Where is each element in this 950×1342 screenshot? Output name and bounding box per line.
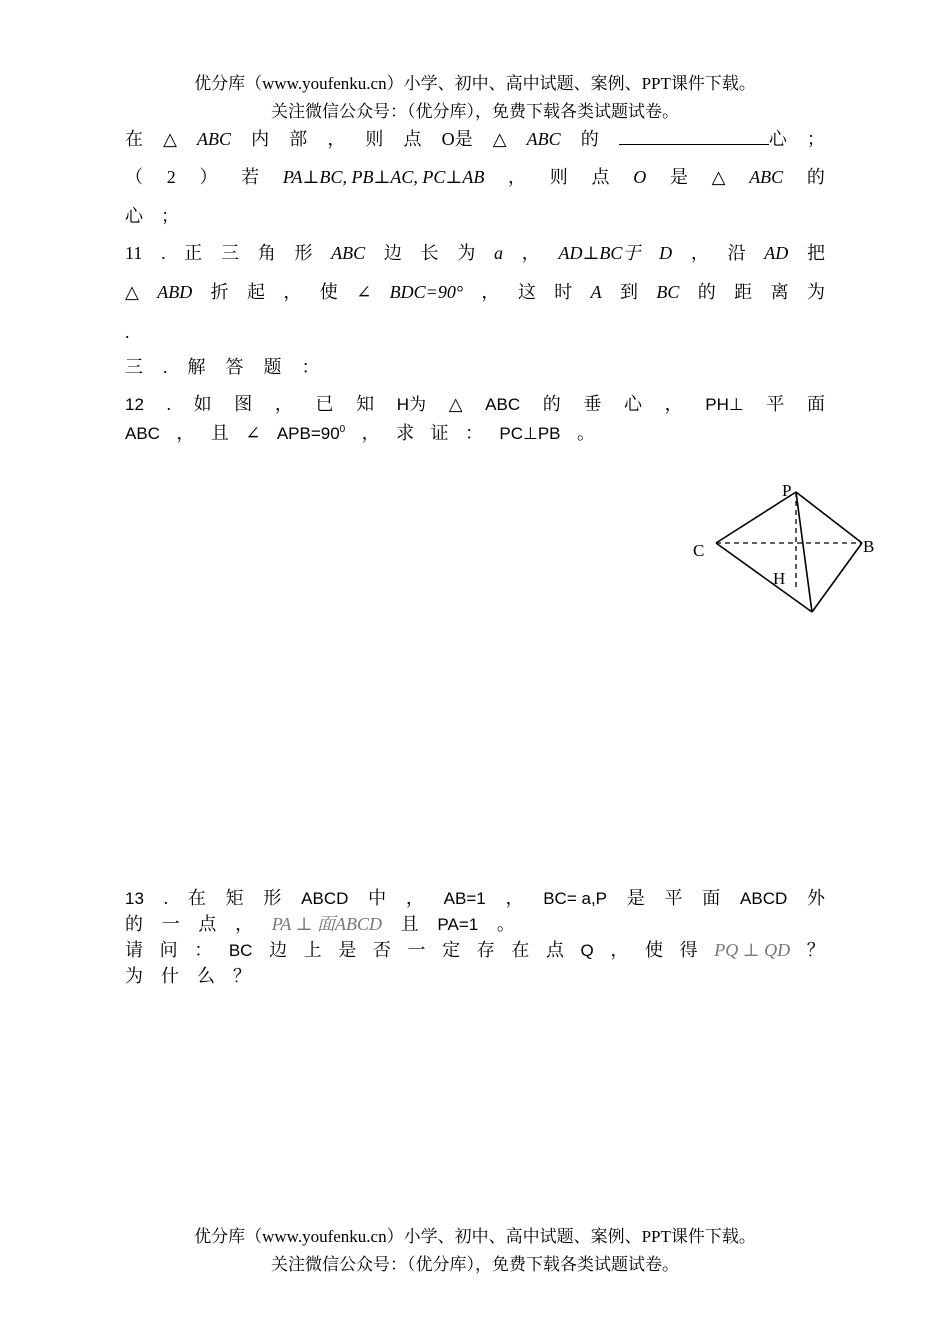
answer-blank[interactable]	[619, 126, 769, 145]
header-line-2: 关注微信公众号：（优分库），免费下载各类试题试卷。	[271, 102, 679, 121]
q13-line-4: 为 什 么 ？	[125, 966, 251, 986]
q13-line-3: 请 问 ： BC 边 上 是 否 一 定 存 在 点 Q ， 使 得 PQ ⊥ QD ？	[125, 940, 825, 960]
footer-line-1: 优分库（www.youfenku.cn）小学、初中、高中试题、案例、PPT课件下载。	[194, 1227, 756, 1246]
label-p: P	[782, 481, 792, 500]
label-c: C	[693, 541, 705, 560]
edge-pb	[796, 492, 862, 543]
q10-line-2: （ 2 ） 若 PA⊥BC, PB⊥AC, PC⊥AB ， 则 点 O 是 △ ABC 的	[125, 167, 825, 187]
edge-b-apex	[812, 543, 862, 612]
q12-line-2: ABC ， 且 ∠ $APB=90^0$ ， 求 证 ： PC⊥PB 。	[125, 422, 595, 443]
q11-line-3: .	[125, 322, 130, 342]
q10-line-1: 在 △ ABC 内 部 ， 则 点 O是 △ ABC 的 心 ；	[125, 126, 825, 151]
label-h: H	[773, 569, 786, 588]
edge-c-apex	[716, 543, 812, 612]
q10-line-3: 心 ；	[125, 206, 179, 226]
section-3-title: 三 . 解 答 题 ：	[125, 357, 320, 377]
q13-line-2: 的 一 点 ， PA ⊥ 面ABCD 且 PA=1 。	[125, 914, 515, 934]
edge-pc	[716, 492, 796, 543]
q13-line-1: 13 . 在 矩 形 ABCD 中 ， AB=1 ， BC= a,P 是 平 面 ABCD 外	[125, 888, 825, 908]
q11-line-2: △ ABD 折 起 ， 使 ∠ BDC=90° ， 这 时 A 到 BC 的 距 离 为	[125, 282, 825, 302]
q12-line-1: 12 . 如 图 ， 已 知 H为 △ ABC 的 垂 心 ， PH⊥ 平 面	[125, 394, 825, 414]
q11-line-1: 11 . 正 三 角 形 ABC 边 长 为 a ， AD⊥BC于 D ， 沿 AD 把	[125, 243, 825, 263]
edge-p-apex	[796, 492, 812, 612]
header-line-1: 优分库（www.youfenku.cn）小学、初中、高中试题、案例、PPT课件下载。	[194, 74, 756, 93]
footer-line-2: 关注微信公众号：（优分库），免费下载各类试题试卷。	[271, 1255, 679, 1274]
label-b: B	[863, 537, 875, 556]
